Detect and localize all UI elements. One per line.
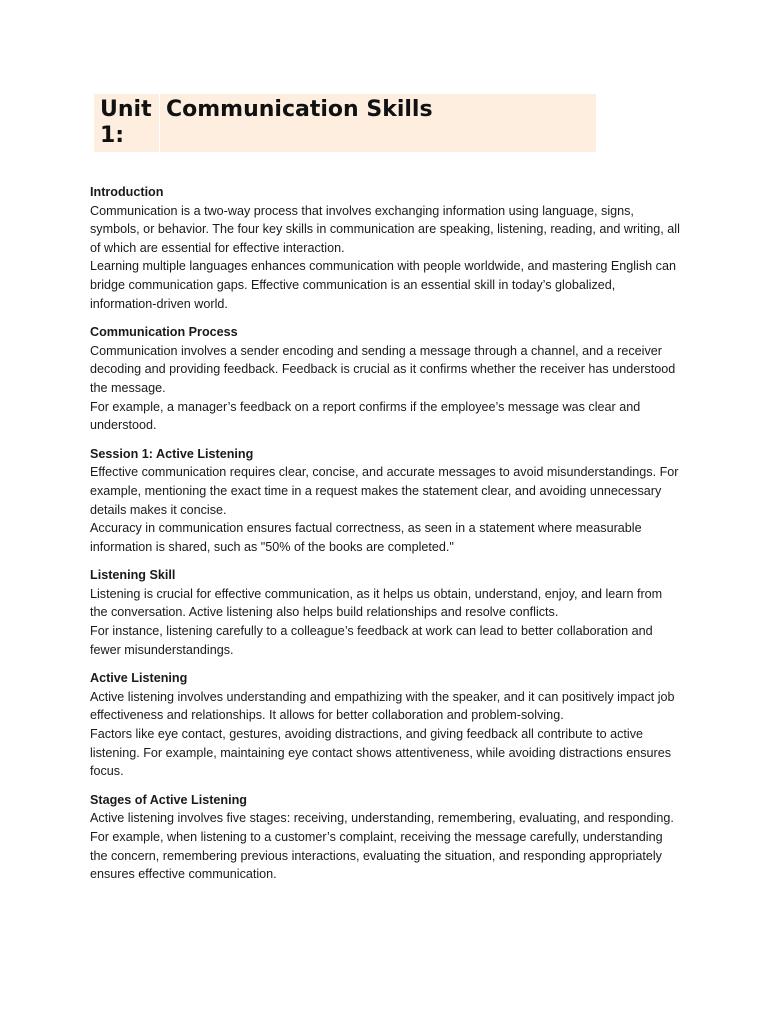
section-listening-skill [90, 566, 680, 659]
section-heading: Stages of Active Listening [90, 792, 247, 807]
section-heading: Introduction [90, 185, 164, 199]
section-paragraph: For instance, listening carefully to a colleague’s feedback at work can lead to better collaboration and fewer misunderstandings. [90, 624, 653, 657]
section-paragraph: Communication is a two-way process that involves exchanging information using language, signs, symbols, or behavior. The four key skills in communication are speaking, listening, reading, and writing, all of which are essential for effective interaction. [90, 203, 680, 255]
section-stages-of-active-listening [90, 791, 680, 884]
section-paragraph: Active listening involves five stages: receiving, understanding, remembering, evaluating, and responding. For example, when listening to a customer’s complaint, receiving the message carefully, understanding the concern, remembering previous interactions, evaluating the situation, and responding appropriately ensures effective communication. [90, 811, 674, 882]
section-paragraph: Active listening involves understanding and empathizing with the speaker, and it can positively impact job effectiveness and relationships. It allows for better collaboration and problem-solving. [90, 689, 675, 723]
section-paragraph: Listening is crucial for effective communication, as it helps us obtain, understand, enjoy, and learn from the conversation. Active listening also helps build relationships and resolve conflicts. [90, 586, 663, 620]
section-paragraph: Communication involves a sender encoding and sending a message through a channel, and a receiver decoding and providing feedback. Feedback is crucial as it confirms whether the receiver has understood the message. [90, 343, 676, 395]
section-active-listening [90, 669, 680, 781]
section-paragraph: Learning multiple languages enhances communication with people worldwide, and mastering English can bridge communication gaps. Effective communication is an essential skill in today’s globalized, information-driven world. [90, 259, 676, 311]
unit-title-banner [94, 94, 596, 152]
unit-number: Unit 1: [94, 94, 160, 152]
section-paragraph: Factors like eye contact, gestures, avoiding distractions, and giving feedback all contribute to active listening. For example, maintaining eye contact shows attentiveness, while avoiding distractions ensures focus. [90, 727, 672, 779]
section-session-1-active-listening [90, 445, 680, 557]
section-paragraph: Accuracy in communication ensures factual correctness, as seen in a statement where measurable information is shared, such as "50% of the books are completed." [90, 521, 642, 554]
section-heading: Session 1: Active Listening [90, 446, 254, 461]
section-heading: Active Listening [90, 671, 188, 686]
section-paragraph: For example, a manager’s feedback on a report confirms if the employee’s message was clear and understood. [90, 399, 641, 433]
section-paragraph: Effective communication requires clear, concise, and accurate messages to avoid misunderstandings. For example, mentioning the exact time in a request makes the statement clear, and avoiding unnecessary details makes it concise. [90, 465, 679, 517]
document-body [90, 183, 680, 894]
section-communication-process [90, 323, 680, 435]
unit-title: Communication Skills [166, 97, 433, 122]
section-heading: Communication Process [90, 325, 238, 340]
section-heading: Listening Skill [90, 568, 176, 583]
section-introduction [90, 183, 680, 313]
